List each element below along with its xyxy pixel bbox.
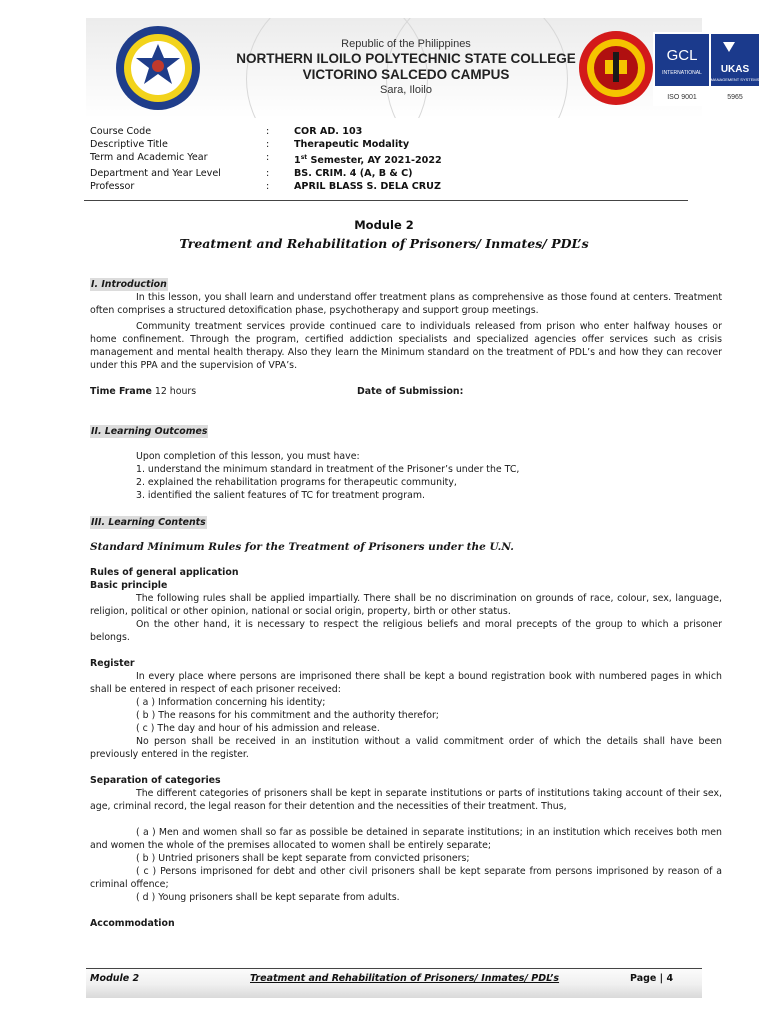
register-paragraph-1: In every place where persons are imprisoned there shall be kept a bound registration book with numbered pages in which shall be entered in respect of each prisoner received:: [90, 671, 722, 695]
separation-item-c: ( c ) Persons imprisoned for debt and other civil prisoners shall be kept separate from persons imprisoned by reason of a criminal offence;: [90, 866, 722, 890]
department-label: Department and Year Level: [90, 168, 221, 180]
header-divider: [84, 200, 688, 201]
descriptive-title-value: Therapeutic Modality: [294, 139, 410, 150]
course-info: [90, 125, 442, 193]
register-item: ( c ) The day and hour of his admission and release.: [136, 723, 380, 734]
term-number: 1: [294, 155, 301, 167]
standard-rules-title: Standard Minimum Rules for the Treatment of Prisoners under the U.N.: [90, 541, 514, 553]
separation-item-b: ( b ) Untried prisoners shall be kept separate from convicted prisoners;: [136, 853, 470, 864]
header-location: Sara, Iloilo: [380, 84, 432, 96]
time-frame-label: Time Frame: [90, 386, 152, 397]
learning-outcome-item: 3. identified the salient features of TC for treatment program.: [136, 490, 425, 501]
intro-paragraph-1: In this lesson, you shall learn and understand offer treatment plans as comprehensive as those found at centers. Treatment often comprises a structured detoxification phase, psychotherapy and support group meetings.: [90, 292, 722, 316]
course-code-value: COR AD. 103: [294, 126, 363, 137]
cert-ukas-text: UKAS: [720, 64, 750, 75]
learning-outcomes-lead: Upon completion of this lesson, you must have:: [136, 451, 360, 462]
footer-module-label: Module 2: [90, 973, 140, 984]
department-value: BS. CRIM. 4 (A, B & C): [294, 168, 413, 180]
descriptive-title-label: Descriptive Title: [90, 139, 168, 150]
header-college-name: NORTHERN ILOILO POLYTECHNIC STATE COLLEGE: [236, 51, 576, 66]
module-subtitle: Treatment and Rehabilitation of Prisoners/ Inmates/ PDL’s: [179, 236, 589, 251]
professor-label: Professor: [90, 181, 135, 193]
term-ordinal: st: [300, 154, 308, 161]
cert-iso-text: ISO 9001: [667, 94, 697, 101]
time-frame: [90, 385, 357, 398]
cert-ukas-sub-text: MANAGEMENT SYSTEMS: [710, 77, 760, 82]
register-item: ( b ) The reasons for his commitment and the authority therefor;: [136, 710, 439, 721]
register-paragraph-2: No person shall be received in an institution without a valid commitment order of which the details shall have been previously entered in the register.: [90, 736, 722, 760]
learning-outcome-item: 2. explained the rehabilitation programs for therapeutic community,: [136, 477, 457, 488]
learning-contents-heading: III. Learning Contents: [91, 517, 206, 528]
course-info-row: [90, 180, 442, 193]
time-frame-row: [90, 385, 722, 398]
separation-paragraph: The different categories of prisoners shall be kept in separate institutions or parts of institutions taking account of their sex, age, criminal record, the legal reason for their detention and the necessities of their treatment. Thus,: [90, 788, 722, 812]
accommodation-heading: Accommodation: [90, 918, 175, 929]
certification-logos-icon: [653, 32, 761, 106]
document-body: [90, 278, 722, 930]
footer-page-number: Page | 4: [630, 973, 674, 984]
separation-heading: Separation of categories: [90, 775, 221, 786]
course-info-row: [90, 151, 442, 167]
colon: :: [266, 168, 270, 180]
term-value: [294, 151, 442, 167]
rules-general-heading: Rules of general application: [90, 567, 239, 578]
separation-item-d: ( d ) Young prisoners shall be kept separate from adults.: [136, 892, 400, 903]
module-title: Module 2: [354, 218, 414, 232]
term-text: Semester, AY 2021-2022: [307, 155, 442, 167]
introduction-heading: I. Introduction: [91, 279, 167, 290]
colon: :: [266, 126, 270, 137]
term-label: Term and Academic Year: [90, 152, 208, 163]
professor-value: APRIL BLASS S. DELA CRUZ: [294, 181, 441, 193]
cert-gcl-sub-text: INTERNATIONAL: [662, 70, 702, 76]
colon: :: [266, 181, 270, 193]
colon: :: [266, 139, 270, 150]
course-info-row: [90, 125, 442, 138]
header-campus-name: VICTORINO SALCEDO CAMPUS: [302, 67, 510, 82]
intro-paragraph-2: Community treatment services provide continued care to individuals released from prison who enter halfway houses or home confinement. Through the program, certified addiction specialists and specialized agencies offer services such as crisis management and mental health therapy. Also they learn the Minimum standard on the treatment of PDL’s and how they can recover under this PPA and the supervision of VPA’s.: [90, 321, 722, 371]
course-code-label: Course Code: [90, 126, 152, 137]
time-frame-value: 12 hours: [151, 386, 197, 397]
cert-number-text: 5965: [727, 94, 743, 101]
course-info-row: [90, 138, 442, 151]
basic-principle-heading: Basic principle: [90, 580, 168, 591]
letterhead: [86, 18, 760, 118]
college-seal-icon: [114, 24, 202, 112]
colon: :: [266, 152, 270, 163]
basic-principle-paragraph-1: The following rules shall be applied impartially. There shall be no discrimination on grounds of race, colour, sex, language, religion, political or other opinion, national or social origin, property, birth or other status.: [90, 593, 722, 617]
learning-outcomes-heading: II. Learning Outcomes: [91, 426, 208, 437]
basic-principle-paragraph-2: On the other hand, it is necessary to respect the religious beliefs and moral precepts of the group to which a prisoner belongs.: [90, 619, 722, 643]
register-heading: Register: [90, 658, 135, 669]
criminology-seal-icon: [578, 30, 654, 106]
register-item: ( a ) Information concerning his identity;: [136, 697, 326, 708]
footer-divider: [86, 968, 702, 969]
learning-outcome-item: 1. understand the minimum standard in treatment of the Prisoner’s under the TC,: [136, 464, 520, 475]
header-republic: Republic of the Philippines: [341, 38, 471, 50]
cert-gcl-text: GCL: [666, 47, 698, 64]
footer-title: Treatment and Rehabilitation of Prisoners/ Inmates/ PDL’s: [250, 973, 560, 984]
course-info-row: [90, 167, 442, 180]
separation-item-a: ( a ) Men and women shall so far as possible be detained in separate institutions; in an institution which receives both men and women the whole of the premises allocated to women shall be entirely separate;: [90, 827, 722, 851]
submission-date-label: Date of Submission:: [357, 386, 464, 397]
